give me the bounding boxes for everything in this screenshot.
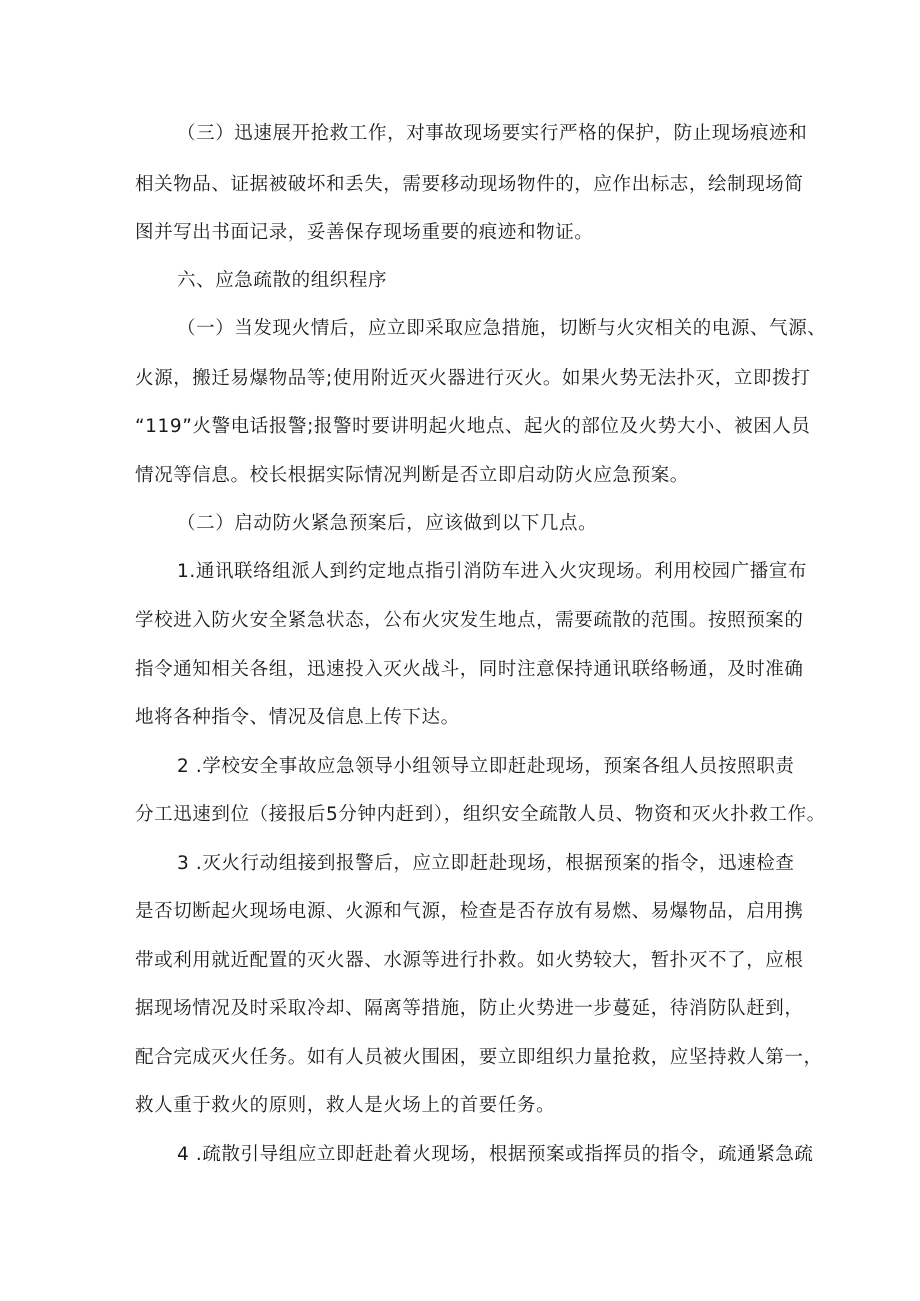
paragraph-1-line-4: 情况等信息。校长根据实际情况判断是否立即启动防火应急预案。 (135, 465, 689, 486)
item-1-line-2: 学校进入防火安全紧急状态，公布火灾发生地点，需要疏散的范围。按照预案的 (135, 610, 804, 631)
item-1-line-1: 1.通讯联络组派人到约定地点指引消防车进入火灾现场。利用校园广播宣布 (177, 561, 808, 582)
paragraph-2-line-1: （二）启动防火紧急预案后，应该做到以下几点。 (177, 513, 598, 534)
item-2-line-1: 2 .学校安全事故应急领导小组领导立即赶赴现场，预案各组人员按照职责 (177, 756, 795, 777)
item-3-line-1: 3 .灭火行动组接到报警后，应立即赶赴现场，根据预案的指令，迅速检查 (177, 853, 795, 874)
item-3-line-3: 带或利用就近配置的灭火器、水源等进行扑救。如火势较大，暂扑灭不了，应根 (135, 950, 804, 971)
item-3-line-2: 是否切断起火现场电源、火源和气源，检查是否存放有易燃、易爆物品，启用携 (135, 901, 804, 922)
paragraph-1-line-2: 火源，搬迁易爆物品等;使用附近灭火器进行灭火。如果火势无法扑灭，立即拨打 (135, 368, 811, 389)
item-1-line-4: 地将各种指令、情况及信息上传下达。 (135, 707, 460, 728)
paragraph-1-line-1: （一）当发现火情后，应立即采取应急措施，切断与火灾相关的电源、气源、 (177, 318, 827, 339)
paragraph-3-line-1: （三）迅速展开抢救工作，对事故现场要实行严格的保护，防止现场痕迹和 (177, 123, 808, 144)
item-3-line-5: 配合完成灭火任务。如有人员被火围困，要立即组织力量抢救，应坚持救人第一， (135, 1047, 823, 1068)
paragraph-3-line-3: 图并写出书面记录，妥善保存现场重要的痕迹和物证。 (135, 222, 594, 243)
item-3-line-6: 救人重于救火的原则，救人是火场上的首要任务。 (135, 1095, 556, 1116)
item-2-line-2: 分工迅速到位（接报后5分钟内赶到），组织安全疏散人员、物资和灭火扑救工作。 (135, 804, 826, 825)
paragraph-1-line-3: “119”火警电话报警;报警时要讲明起火地点、起火的部位及火势大小、被困人员 (135, 416, 811, 437)
item-1-line-3: 指令通知相关各组，迅速投入灭火战斗，同时注意保持通讯联络畅通，及时准确 (135, 659, 804, 680)
section-heading-6: 六、应急疏散的组织程序 (177, 270, 388, 291)
item-3-line-4: 据现场情况及时采取冷却、隔离等措施，防止火势进一步蔓延，待消防队赶到， (135, 998, 804, 1019)
paragraph-3-line-2: 相关物品、证据被破坏和丢失，需要移动现场物件的，应作出标志，绘制现场简 (135, 174, 804, 195)
item-4-line-1: 4 .疏散引导组应立即赶赴着火现场，根据预案或指挥员的指令，疏通紧急疏 (177, 1144, 814, 1165)
